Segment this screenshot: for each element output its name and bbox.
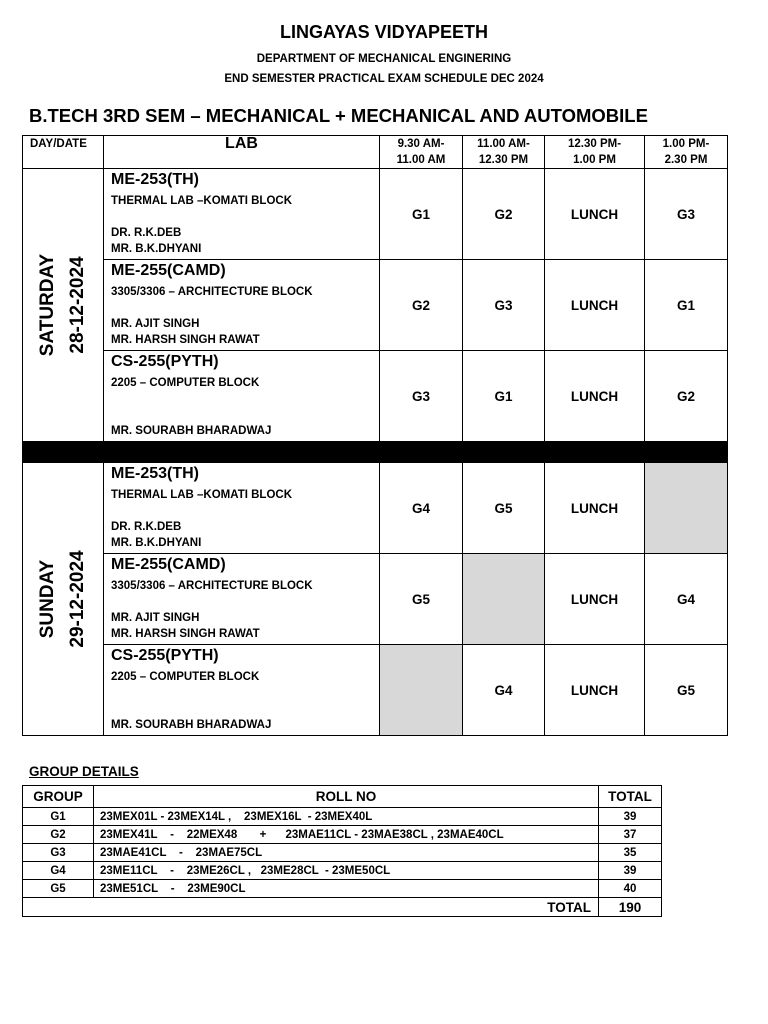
header-slot-1: 9.30 AM- 11.00 AM [380,136,463,169]
slot-cell: G4 [645,554,728,645]
schedule-header-row [23,136,728,169]
slot-cell: G5 [380,554,463,645]
course-code: CS-255(PYTH) [111,647,219,664]
exam-title: END SEMESTER PRACTICAL EXAM SCHEDULE DEC 2024 [224,73,544,85]
header-slot-2: 11.00 AM- 12.30 PM [463,136,545,169]
group-total: 40 [599,880,662,898]
schedule-table [22,135,728,736]
lab-room: 3305/3306 – ARCHITECTURE BLOCK [111,580,313,592]
faculty-name: MR. HARSH SINGH RAWAT [111,334,260,346]
institution-title: LINGAYAS VIDYAPEETH [279,22,489,42]
slot-cell: G2 [380,260,463,351]
day-date: 29-12-2024 [67,550,88,648]
header-day-date: DAY/DATE [23,136,104,169]
faculty-name: MR. SOURABH BHARADWAJ [111,719,272,731]
course-code: ME-253(TH) [111,171,200,188]
lab-room: 3305/3306 – ARCHITECTURE BLOCK [111,286,313,298]
slot-cell: G2 [463,169,545,260]
group-id: G2 [23,826,94,844]
faculty-name: MR. SOURABH BHARADWAJ [111,425,272,437]
group-row [23,862,662,880]
schedule-row [23,351,728,442]
group-row [23,844,662,862]
slot-cell: G5 [463,463,545,554]
lab-cell [104,169,380,260]
group-row [23,826,662,844]
group-id: G4 [23,862,94,880]
header-group: GROUP [23,786,94,808]
group-details-title: GROUP DETAILS [29,764,139,779]
schedule-row [23,554,728,645]
group-details-table [22,785,662,917]
roll-range: 23ME11CL - 23ME26CL , 23ME28CL - 23ME50CL [94,862,599,880]
header-roll-no: ROLL NO [94,786,599,808]
slot-cell [463,554,545,645]
day-name: SATURDAY [37,253,58,357]
day-date: 28-12-2024 [67,256,88,354]
course-code: ME-255(CAMD) [111,556,226,573]
slot-cell: G1 [645,260,728,351]
department-title: DEPARTMENT OF MECHANICAL ENGINERING [256,53,512,65]
roll-range: 23ME51CL - 23ME90CL [94,880,599,898]
group-row [23,880,662,898]
header-slot-4: 1.00 PM- 2.30 PM [645,136,728,169]
header-total: TOTAL [599,786,662,808]
slot-cell [645,463,728,554]
slot-cell: G1 [380,169,463,260]
header-lab: LAB [104,136,380,169]
faculty-name: MR. HARSH SINGH RAWAT [111,628,260,640]
slot-cell: G3 [645,169,728,260]
group-total: 35 [599,844,662,862]
slot-cell: G4 [463,645,545,736]
group-row [23,808,662,826]
schedule-row [23,463,728,554]
slot-cell: LUNCH [545,463,645,554]
slot-cell: G4 [380,463,463,554]
lab-cell [104,351,380,442]
schedule-row [23,645,728,736]
group-header-row [23,786,662,808]
slot-cell: G1 [463,351,545,442]
slot-cell: G3 [463,260,545,351]
faculty-name: MR. B.K.DHYANI [111,537,202,549]
schedule-row [23,260,728,351]
course-code: ME-255(CAMD) [111,262,226,279]
faculty-name: MR. B.K.DHYANI [111,243,202,255]
day-separator [23,442,728,463]
faculty-name: DR. R.K.DEB [111,227,182,239]
course-code: ME-253(TH) [111,465,200,482]
slot-cell: G2 [645,351,728,442]
faculty-name: DR. R.K.DEB [111,521,182,533]
schedule-row [23,169,728,260]
group-id: G5 [23,880,94,898]
roll-range: 23MAE41CL - 23MAE75CL [94,844,599,862]
slot-cell: LUNCH [545,260,645,351]
course-code: CS-255(PYTH) [111,353,219,370]
slot-cell: G5 [645,645,728,736]
lab-room: THERMAL LAB –KOMATI BLOCK [111,195,293,207]
day-name: SUNDAY [37,559,58,639]
group-id: G1 [23,808,94,826]
lab-room: 2205 – COMPUTER BLOCK [111,671,260,683]
grand-total-value: 190 [599,898,662,917]
lab-cell [104,260,380,351]
faculty-name: MR. AJIT SINGH [111,612,200,624]
slot-cell: LUNCH [545,169,645,260]
roll-range: 23MEX41L - 22MEX48 + 23MAE11CL - 23MAE38CL , 23MAE40CL [94,826,599,844]
faculty-name: MR. AJIT SINGH [111,318,200,330]
roll-range: 23MEX01L - 23MEX14L , 23MEX16L - 23MEX40L [94,808,599,826]
program-title: B.TECH 3RD SEM – MECHANICAL + MECHANICAL AND AUTOMOBILE [29,105,648,126]
group-total: 37 [599,826,662,844]
lab-cell [104,554,380,645]
slot-cell: LUNCH [545,554,645,645]
slot-cell: LUNCH [545,645,645,736]
group-total: 39 [599,808,662,826]
grand-total-row [23,898,662,917]
grand-total-label: TOTAL [23,898,599,917]
lab-room: 2205 – COMPUTER BLOCK [111,377,260,389]
lab-room: THERMAL LAB –KOMATI BLOCK [111,489,293,501]
slot-cell: LUNCH [545,351,645,442]
lab-cell [104,463,380,554]
header-slot-3: 12.30 PM- 1.00 PM [545,136,645,169]
slot-cell: G3 [380,351,463,442]
lab-cell [104,645,380,736]
group-total: 39 [599,862,662,880]
group-id: G3 [23,844,94,862]
day-cell-sunday [23,463,104,736]
day-cell-saturday [23,169,104,442]
slot-cell [380,645,463,736]
